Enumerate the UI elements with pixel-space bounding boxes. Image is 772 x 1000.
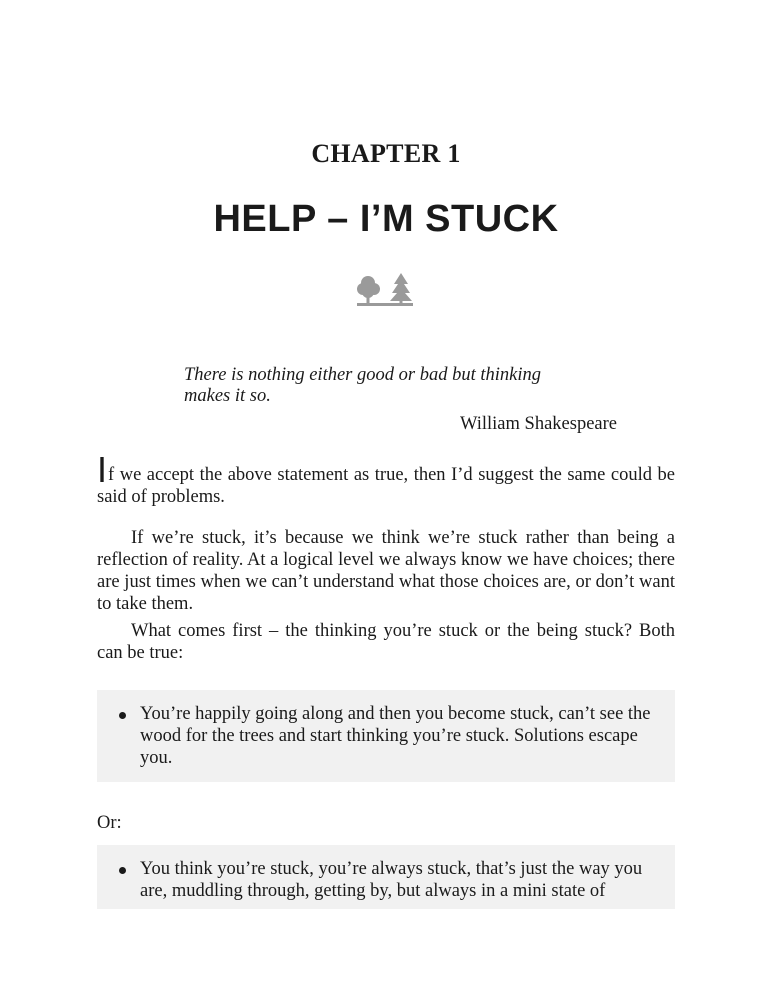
bullet-text: You’re happily going along and then you become stuck, can’t see the wood for the trees and start thinking you’re stuck. Solutions escape you. [140, 704, 651, 768]
paragraph-1-text: f we accept the above statement as true, then I’d suggest the same could be said of problems. [97, 465, 675, 507]
connector-text: Or: [97, 813, 122, 833]
epigraph-author: William Shakespeare [460, 414, 617, 434]
drop-cap: I [97, 449, 108, 490]
bullet-icon [119, 712, 126, 719]
callout-box [97, 845, 675, 909]
bullet-text: You think you’re stuck, you’re always stuck, that’s just the way you are, muddling through, getting by, but always in a mini state of [140, 859, 643, 901]
paragraph-2: If we’re stuck, it’s because we think we’re stuck rather than being a reflection of reality. At a logical level we always know we have choices; there are just times when we can’t understand what those choices are, or don’t want to take them. [97, 528, 675, 614]
bullet-item [119, 858, 664, 902]
epigraph-quote: There is nothing either good or bad but thinking makes it so. [184, 365, 541, 406]
chapter-title: HELP – I’M STUCK [213, 198, 559, 240]
paragraph-1 [97, 449, 675, 508]
bullet-icon [119, 867, 126, 874]
trees-icon [356, 272, 414, 308]
bullet-item [119, 703, 664, 769]
chapter-label: CHAPTER 1 [311, 139, 461, 168]
paragraph-3: What comes first – the thinking you’re stuck or the being stuck? Both can be true: [97, 621, 675, 663]
callout-box [97, 690, 675, 782]
